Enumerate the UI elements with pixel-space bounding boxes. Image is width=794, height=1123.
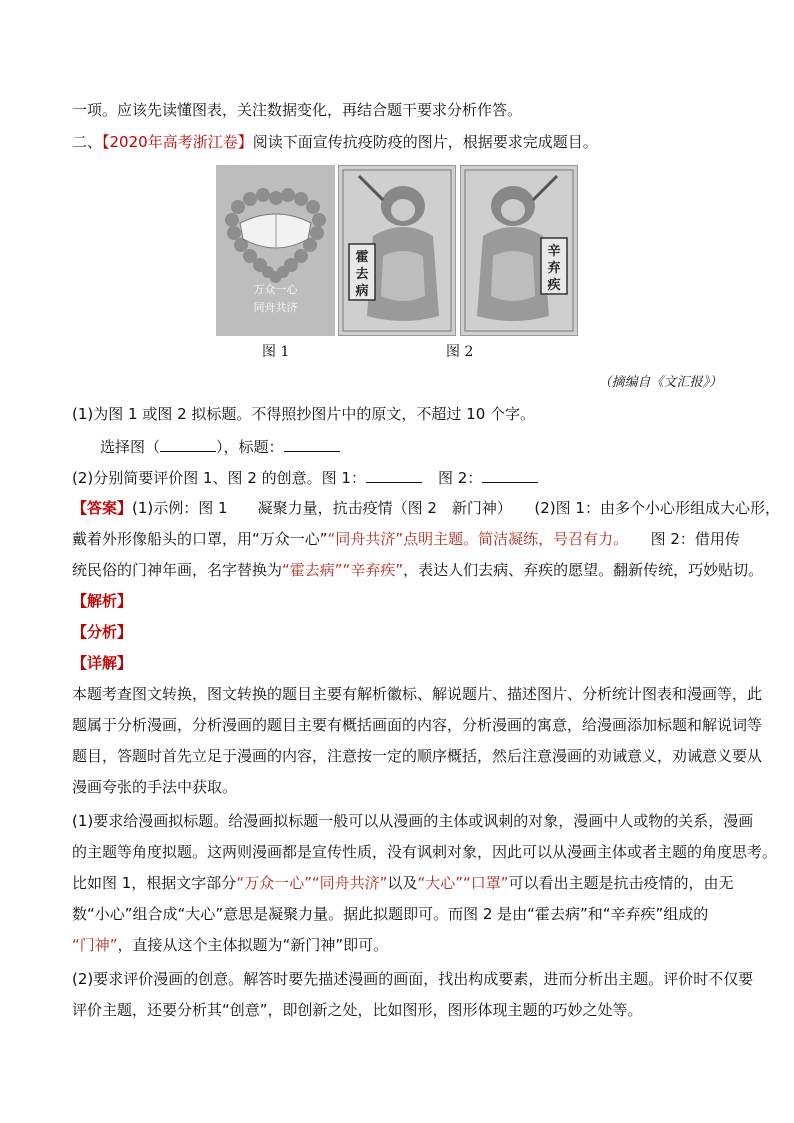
choose-figure-label: 选择图（ [100,438,161,456]
question-stem: 阅读下面宣传抗疫防疫的图片，根据要求完成题目。 [252,133,598,151]
detail-p2-line-1: (1)要求给漫画拟标题。给漫画拟标题一般可以从漫画的主体或讽刺的对象，漫画中人或物的关系，漫画 [72,812,754,830]
answer-line-3 [72,560,763,580]
answer-text-3c: ，表达人们去病、弃疾的愿望。翻新传统，巧妙贴切。 [403,561,764,579]
question-source-tag: 【2020年高考浙江卷】 [102,133,253,151]
detail-p2-line-2: 的主题等角度拟题。这两则漫画都是宣传性质，没有讽刺对象，因此可以从漫画主体或者主题的角度思考。 [72,843,778,861]
answer-text-2c: 图 2：借用传 [620,530,740,548]
detail-p2-line-4: 数“小心”组合成“大心”意思是凝聚力量。据此拟题即可。而图 2 是由“霍去病”和“辛弃疾”组成的 [72,905,709,923]
title-blank[interactable] [284,436,340,452]
sub-question-2 [72,467,538,488]
fenxi-tag: 【分析】 [72,623,133,641]
figure-1-caption: 图 1 [262,344,290,360]
figure-source: （摘编自《文汇报》） [598,375,722,390]
detail-p1-line-2: 题属于分析漫画，分析漫画的题目主要有概括画面的内容，分析漫画的寓意，给漫画添加标题和解说词等 [72,716,763,734]
answer-text-3b: “霍去病”“辛弃疾” [282,561,404,579]
detail-p2-3d: “大心”“口罩” [417,874,509,892]
door-god-icon [461,166,577,335]
detail-p1-line-4: 漫画夸张的手法中获取。 [72,778,238,796]
figure-1-heart-poster [216,165,335,336]
question-number: 二、 [72,133,103,151]
answer-line-1 [72,498,780,518]
answer-tag: 【答案】 [72,499,133,517]
detail-p2-5b: ，直接从这个主体拟题为“新门神”即可。 [117,936,389,954]
answer-text-2a: 戴着外形像船头的口罩，用“万众一心” [72,530,328,548]
title-label: ），标题： [216,438,284,456]
sub-question-1-blanks [100,436,340,457]
fig2-left-label-3: 病 [355,284,369,299]
detail-p2-3e: 可以看出主题是抗击疫情的，由无 [508,874,734,892]
analysis-tag: 【解析】 [72,592,133,610]
answer-line-2 [72,529,740,549]
figure-2-comment-blank[interactable] [482,467,538,483]
detail-p3-line-2: 评价主题，还要分析其“创意”，即创新之处，比如图形，图形体现主题的巧妙之处等。 [72,1001,643,1019]
sub-question-1: (1)为图 1 或图 2 拟标题。不得照抄图片中的原文，不超过 10 个字。 [72,405,536,423]
poster-figure [216,165,580,336]
fig2-left-label-2: 去 [355,267,369,282]
answer-text-1: (1)示例：图 1 凝聚力量，抗击疫情（图 2 新门神） (2)图 1：由多个小心形组成大心形， [132,499,780,517]
detail-p2-3a: 比如图 1，根据文字部分 [72,874,237,892]
detail-p2-3b: “万众一心”“同舟共济” [236,874,388,892]
door-god-icon [339,166,455,335]
heart-mask-icon [216,165,335,336]
fig2-right-label-3: 疾 [547,278,561,293]
intro-line: 一项。应该先读懂图表，关注数据变化，再结合题干要求分析作答。 [72,101,523,119]
figure-2-caption: 图 2 [446,344,474,360]
answer-text-3a: 统民俗的门神年画，名字替换为 [72,561,283,579]
answer-text-2b: “同舟共济”点明主题。简洁凝练，号召有力。 [327,530,621,548]
figure-choice-blank[interactable] [160,436,216,452]
detail-p1-line-3: 题目，答题时首先立足于漫画的内容，注意按一定的顺序概括，然后注意漫画的劝诫意义，劝诫意义要从 [72,747,763,765]
detail-p1-line-1: 本题考查图文转换，图文转换的题目主要有解析徽标、解说题片、描述图片、分析统计图表和漫画等，此 [72,685,763,703]
figure-1-comment-blank[interactable] [366,467,422,483]
detail-p2-line-5 [72,935,388,955]
fig1-slogan-2: 同舟共济 [253,301,298,314]
detail-tag: 【详解】 [72,654,133,672]
fig2-right-label-2: 弃 [547,261,561,276]
sub-question-2-text: (2)分别简要评价图 1、图 2 的创意。图 1： [72,469,366,487]
figure-2-door-god-left [338,165,456,336]
figure-2-label: 图 2： [437,469,483,487]
detail-p2-5a: “门神” [72,936,118,954]
detail-p2-3c: 以及 [387,874,418,892]
figure-2-door-god-right [460,165,578,336]
fig2-left-label-1: 霍 [355,250,369,265]
question-header [72,132,598,152]
detail-p2-line-3 [72,873,734,893]
detail-p3-line-1: (2)要求评价漫画的创意。解答时要先描述漫画的画面，找出构成要素，进而分析出主题。评价时不仅要 [72,970,754,988]
fig1-slogan-1: 万众一心 [253,283,298,296]
fig2-right-label-1: 辛 [547,244,561,259]
